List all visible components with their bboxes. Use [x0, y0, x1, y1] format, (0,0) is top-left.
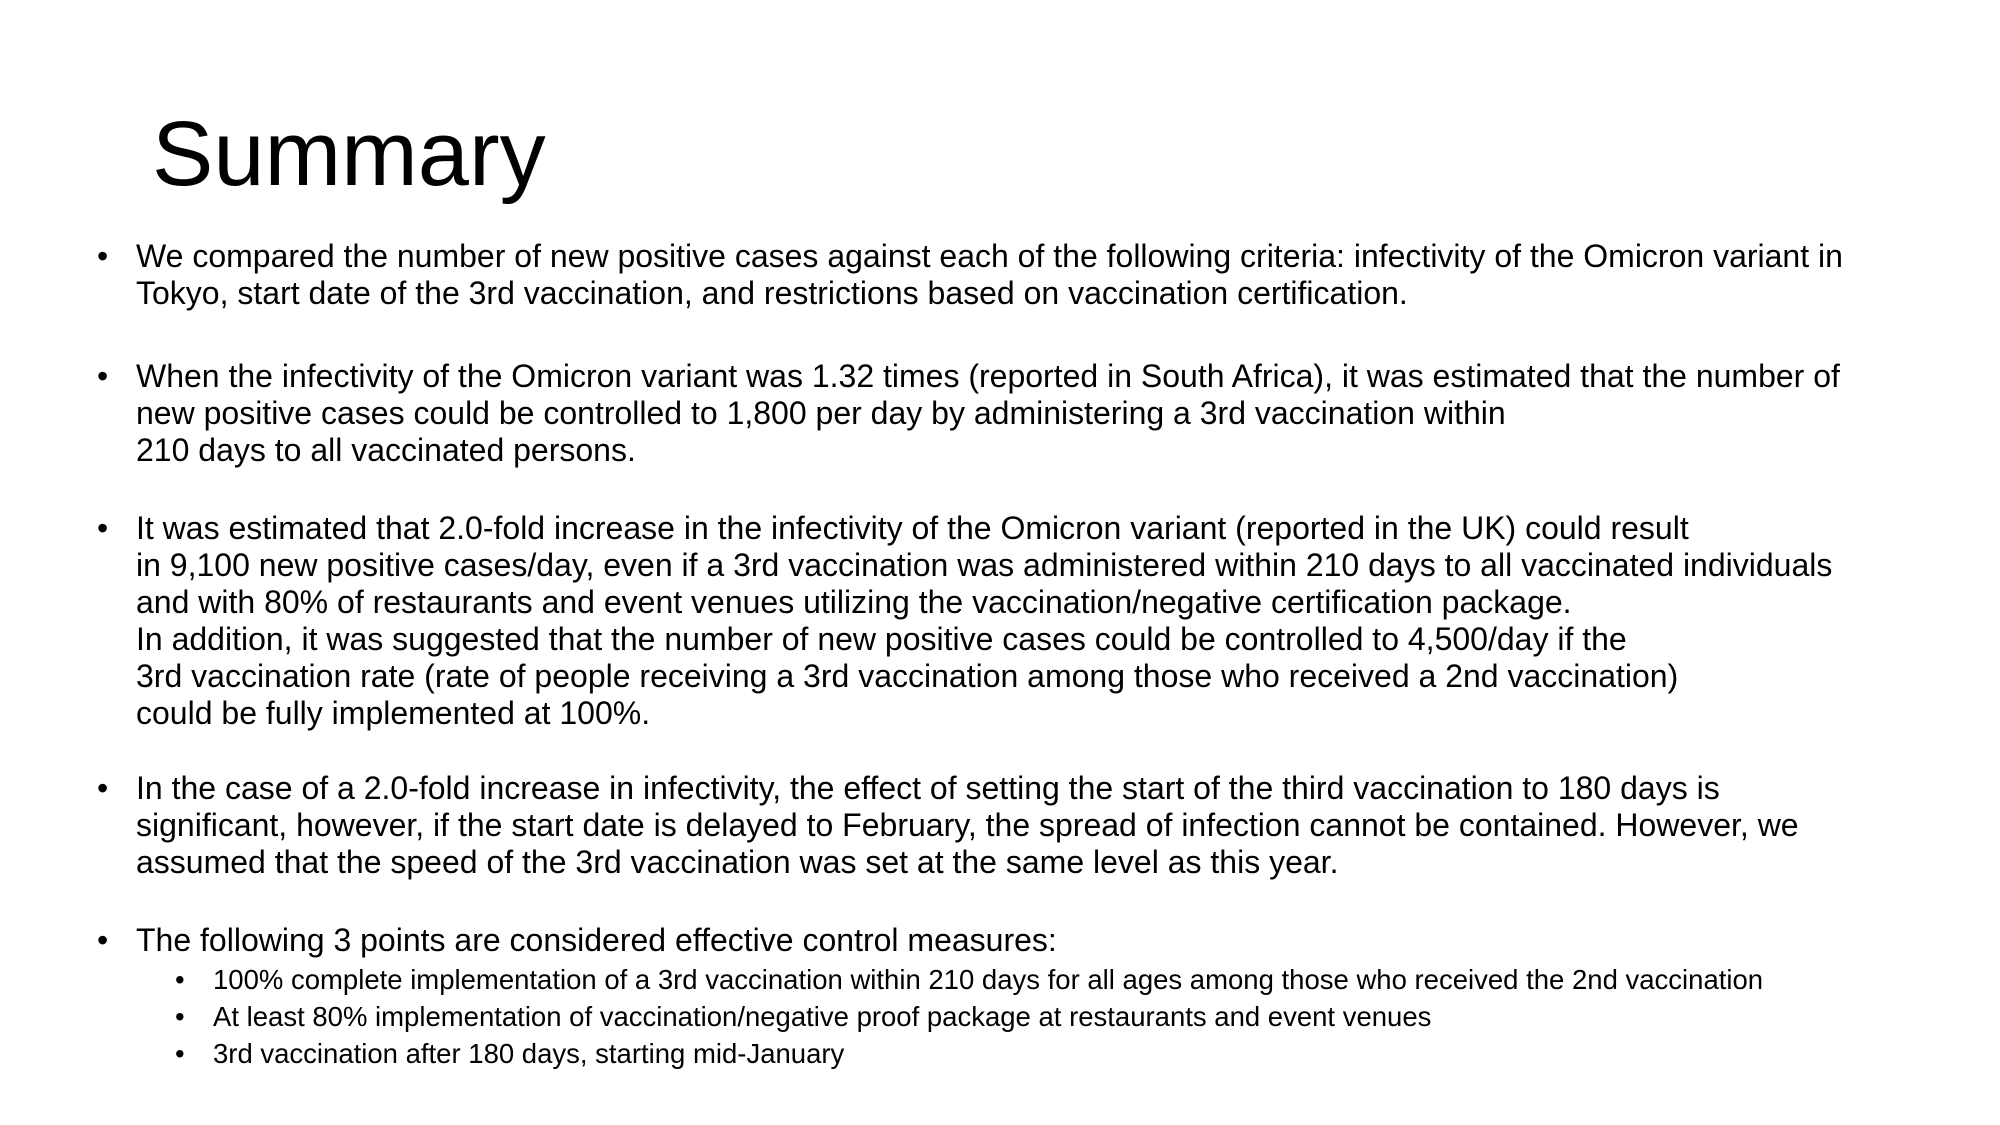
bullet-item: [0, 922, 2000, 1072]
bullet-text: [136, 238, 2000, 312]
sub-bullet-icon: •: [175, 964, 185, 995]
bullet-line: We compared the number of new positive cases against each of the following criteria: infectivity of the Omicron variant in: [136, 238, 1843, 274]
bullet-text: [136, 922, 2000, 959]
bullet-icon: •: [97, 510, 109, 546]
bullet-text: [136, 510, 2000, 732]
sub-bullet-icon: •: [175, 1038, 185, 1069]
bullet-text: [136, 358, 2000, 469]
sub-bullet-item: [0, 961, 2000, 998]
bullet-line: assumed that the speed of the 3rd vaccination was set at the same level as this year.: [136, 844, 1339, 880]
bullet-icon: •: [97, 770, 109, 806]
bullet-item: [0, 238, 2000, 312]
bullet-line: In the case of a 2.0-fold increase in infectivity, the effect of setting the start of the third vaccination to 180 days is: [136, 770, 1720, 806]
bullet-line: When the infectivity of the Omicron variant was 1.32 times (reported in South Africa), it was estimated that the number of: [136, 358, 1840, 394]
sub-bullet-icon: •: [175, 1001, 185, 1032]
sub-bullet-text: 3rd vaccination after 180 days, starting mid-January: [213, 1038, 845, 1069]
bullet-line: in 9,100 new positive cases/day, even if a 3rd vaccination was administered within 210 days to all vaccinated individuals: [136, 547, 1833, 583]
bullet-icon: •: [97, 238, 109, 274]
bullet-line: 3rd vaccination rate (rate of people receiving a 3rd vaccination among those who received a 2nd vaccination): [136, 658, 1679, 694]
bullet-text: [136, 770, 2000, 881]
bullet-line: significant, however, if the start date is delayed to February, the spread of infection cannot be contained. However, we: [136, 807, 1799, 843]
sub-bullet-text: At least 80% implementation of vaccination/negative proof package at restaurants and event venues: [213, 1001, 1432, 1032]
bullet-line: and with 80% of restaurants and event venues utilizing the vaccination/negative certification package.: [136, 584, 1572, 620]
bullet-line: The following 3 points are considered effective control measures:: [136, 922, 1057, 958]
slide-title: Summary: [152, 103, 546, 205]
bullet-line: It was estimated that 2.0-fold increase in the infectivity of the Omicron variant (reported in the UK) could result: [136, 510, 1689, 546]
sub-bullet-text: 100% complete implementation of a 3rd vaccination within 210 days for all ages among those who received the 2nd vaccination: [213, 964, 1764, 995]
bullet-line: In addition, it was suggested that the number of new positive cases could be controlled to 4,500/day if the: [136, 621, 1627, 657]
control-measures-sublist: [0, 961, 2000, 1072]
bullet-line: Tokyo, start date of the 3rd vaccination, and restrictions based on vaccination certification.: [136, 275, 1408, 311]
bullet-icon: •: [97, 922, 109, 958]
bullet-item: [0, 510, 2000, 732]
bullet-item: [0, 770, 2000, 881]
bullet-item: [0, 358, 2000, 469]
bullet-icon: •: [97, 358, 109, 394]
bullet-line: 210 days to all vaccinated persons.: [136, 432, 636, 468]
bullet-line: new positive cases could be controlled to 1,800 per day by administering a 3rd vaccination within: [136, 395, 1506, 431]
sub-bullet-item: [0, 1035, 2000, 1072]
bullet-line: could be fully implemented at 100%.: [136, 695, 651, 731]
sub-bullet-item: [0, 998, 2000, 1035]
